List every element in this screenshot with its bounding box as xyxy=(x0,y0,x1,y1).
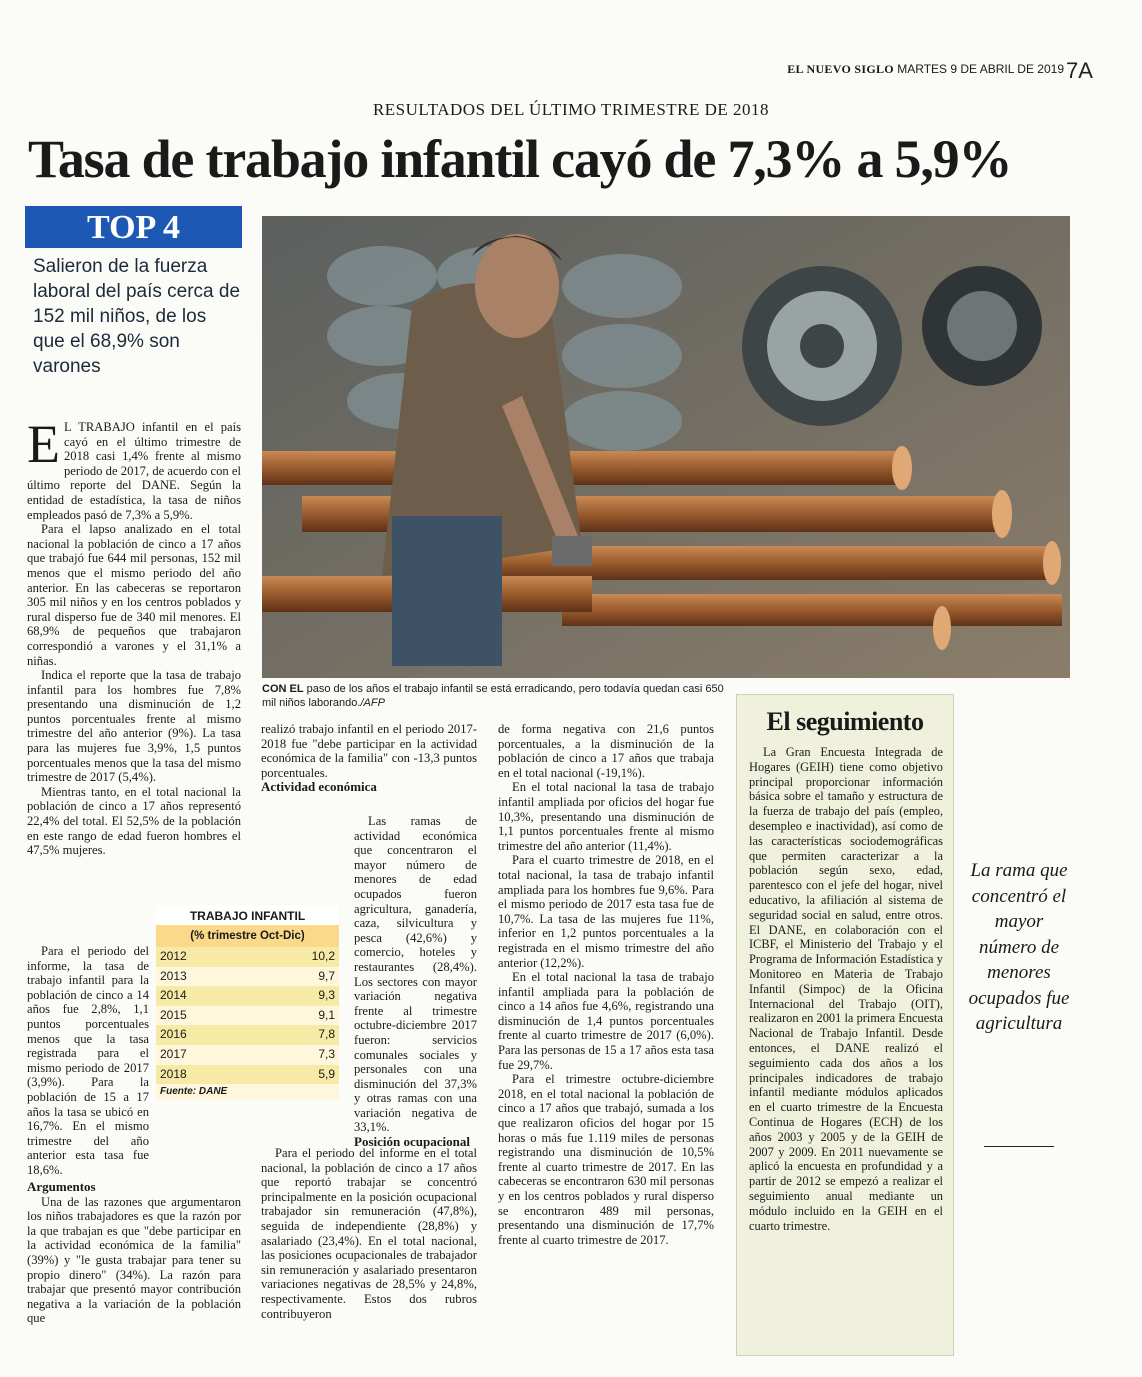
page-number: 7A xyxy=(1066,58,1093,83)
col3-paragraph-2: En el total nacional la tasa de trabajo infantil ampliada por oficios del hogar fue 10,3%, presentando una disminución de 1,1 puntos porcentuales frente al mismo trimestre del año anterior (11,4%). xyxy=(498,780,714,853)
col1-paragraph-1: L TRABAJO infantil en el país cayó en el último trimestre de 2018 casi 1,4% frente al mismo periodo de 2017, de acuerdo con el último reporte del DANE. Según la entidad de estadística, la tasa de niños empleados pasó de 7,3% a 5,9%. xyxy=(27,420,241,522)
article-column-1b xyxy=(27,944,149,1178)
table-row xyxy=(156,986,339,1006)
col3-paragraph-5: Para el trimestre octubre-diciembre 2018, en el total nacional la población de cinco a 17 años que trabajó, sumada a los que realizaron oficios del hogar por 15 horas o más fue 1.119 miles de personas registrando una disminución de 10,5% frente al cuarto trimestre de 2017. En las cabeceras se encontraron 630 mil personas y en los centros poblados y rural disperso se encontraron 489 mil personas, presentando una disminución de 17,7% frente al cuarto trimestre de 2017. xyxy=(498,1072,714,1247)
photo-credit: /AFP xyxy=(360,697,385,709)
sidebar-title: El seguimiento xyxy=(766,707,924,736)
pull-quote-rule xyxy=(984,1146,1054,1147)
col2-paragraph-2: Las ramas de actividad económica que concentraron el mayor número de menores de edad ocupados fueron agricultura, ganadería, caza, silvicultura y pesca (42,6%) y comercio, hoteles y restaurantes (28,4%). Los sectores con mayor variación negativa frente al trimestre octubre-diciembre 2017 fueron: servicios comunales sociales y personales con una disminución del 37,3% y otras ramas con una variación negativa de 33,1%. xyxy=(354,814,477,1135)
col1-paragraph-3: Indica el reporte que la tasa de trabajo infantil para los hombres fue 7,8% presentando una disminución de 1,2 puntos porcentuales frente al mismo trimestre del año anterior (9%). La tasa para las mujeres fue 3,9%, 1,5 puntos porcentuales menos que la tasa del mismo trimestre de 2017 (5,4%). xyxy=(27,668,241,785)
table-row xyxy=(156,1006,339,1026)
col2-paragraph-3: Para el periodo del informe en el total nacional, la población de cinco a 17 años que reportó trabajar se concentró principalmente en la posición ocupacional trabajador sin remuneración (47,8%), seguida de independiente (28,8%) y asalariado (23,4%). En el total nacional, las posiciones ocupacionales de trabajador sin remuneración y asalariado presentaron variaciones negativas de 28,5% y 24,8%, respectivamente. Estos dos rubros contribuyeron xyxy=(261,1146,477,1321)
row-year: 2012 xyxy=(160,949,187,963)
row-year: 2017 xyxy=(160,1046,187,1061)
table-subtitle: (% trimestre Oct-Dic) xyxy=(156,925,339,947)
row-year: 2013 xyxy=(160,968,187,983)
row-value: 5,9 xyxy=(318,1066,335,1081)
sidebar-box-seguimiento xyxy=(736,694,954,1356)
caption-text: paso de los años el trabajo infantil se está erradicando, pero todavía quedan casi 650 mil niños laborando. xyxy=(262,683,724,709)
table-source: Fuente: DANE xyxy=(156,1084,339,1100)
col1-paragraph-2: Para el lapso analizado en el total nacional la población de cinco a 17 años que trabajó fue 644 mil personas, 152 mil menos que el mismo periodo del año anterior. En las cabeceras se reportaron 305 mil niños y en los centros poblados y rural disperso fue de 340 mil menores. El 68,9% de pequeños que trabajaron correspondió a varones y el 31,1% a niñas. xyxy=(27,522,241,668)
data-table-trabajo-infantil xyxy=(156,905,339,1123)
table-row xyxy=(156,967,339,987)
subhead-argumentos: Argumentos xyxy=(27,1179,96,1194)
row-year: 2014 xyxy=(160,988,187,1003)
table-row xyxy=(156,947,339,967)
subhead-actividad-economica: Actividad económica xyxy=(261,779,377,795)
newspaper-name: EL NUEVO SIGLO xyxy=(787,62,894,76)
table-title: TRABAJO INFANTIL xyxy=(156,905,339,925)
col1-paragraph-5: Para el periodo del informe, la tasa de trabajo infantil para la población de cinco a 14 años fue 2,8%, 1,1 puntos porcentuales menos que la tasa registrada para el mismo periodo de 2017 (3,9%). Para la población de 15 a 17 años la tasa se ubicó en 16,7%. En el mismo trimestre del año anterior esta tasa fue 18,6%. xyxy=(27,944,149,1177)
row-year: 2018 xyxy=(160,1066,187,1081)
article-column-2a xyxy=(261,722,477,795)
photo-child-worker xyxy=(262,216,1070,678)
row-year: 2016 xyxy=(160,1027,187,1042)
table-row xyxy=(156,1045,339,1065)
photo-caption xyxy=(262,682,732,710)
col3-paragraph-3: Para el cuarto trimestre de 2018, en el total nacional, la tasa de trabajo infantil ampliada para los hombres fue 9,6%. Para el mismo periodo de 2017 esta tasa fue de 10,7%. La tasa de las mujeres fue 11%, inferior en 1,2 puntos porcentuales a la registrada en el mismo trimestre del año anterior (12,2%). xyxy=(498,853,714,970)
col3-paragraph-1: de forma negativa con 21,6 puntos porcentuales, a la disminución de la población de cinco a 17 años que trabaja en el total nacional (-19,1%). xyxy=(498,722,714,780)
row-year: 2015 xyxy=(160,1007,187,1022)
top4-badge: TOP 4 xyxy=(25,206,242,248)
kicker: RESULTADOS DEL ÚLTIMO TRIMESTRE DE 2018 xyxy=(372,100,770,119)
row-value: 9,1 xyxy=(318,1007,335,1022)
col3-paragraph-4: En el total nacional la tasa de trabajo infantil ampliada para la población de cinco a 14 años fue 4,6%, registrando una disminución de 1,4 puntos porcentuales frente al cuarto trimestre de 2017 (6,0%). Para las personas de 15 a 17 años esta tasa fue 29,7%. xyxy=(498,970,714,1072)
col1-paragraph-6: Una de las razones que argumentaron los niños trabajadores es que la razón por la que trabajan es que "debe participar en la actividad económica de la familia" (39%) y "le gusta trabajar para tener su propio dinero" (34%). La razón para trabajar que presentó mayor contribución negativa a la variación de la población que xyxy=(27,1194,241,1326)
article-column-3 xyxy=(498,722,714,1247)
article-column-1c xyxy=(27,1180,241,1326)
headline: Tasa de trabajo infantil cayó de 7,3% a 5,9% xyxy=(28,129,1012,189)
drop-cap: E xyxy=(27,414,60,474)
article-column-2b xyxy=(354,814,477,1150)
masthead xyxy=(787,62,1064,77)
issue-date: MARTES 9 DE ABRIL DE 2019 xyxy=(897,62,1064,76)
caption-lead: CON EL xyxy=(262,683,304,695)
sidebar-text xyxy=(737,745,953,1233)
photo-illustration xyxy=(262,216,1070,678)
col2-paragraph-1: realizó trabajo infantil en el periodo 2017-2018 fue "debe participar en la actividad económica de la familia" con -13,3 puntos porcentuales. xyxy=(261,722,477,780)
row-value: 7,3 xyxy=(318,1046,335,1061)
sidebar-paragraph: La Gran Encuesta Integrada de Hogares (GEIH) tiene como objetivo principal proporcionar información básica sobre el tamaño y estructura de la fuerza de trabajo del país (empleo, desempleo e inactividad), así como de las características sociodemográficas que permiten caracterizar a la población según sexo, edad, parentesco con el jefe del hogar, nivel educativo, la afiliación al sistema de seguridad social en salud, entre otros. El DANE, en colaboración con el ICBF, el Ministerio del Trabajo y el Programa de Información Estadística y Monitoreo en Materia de Trabajo Infantil (Simpoc) de la Oficina Internacional del Trabajo (OIT), realizaron en 2001 la primera Encuesta Nacional de Trabajo Infantil. Desde entonces, el DANE realizó el seguimiento cada dos años a los principales indicadores de trabajo infantil mediante módulos aplicados en el cuarto trimestre de la Encuesta Continua de Hogares (ECH) de los años 2003 y 2005 y de la GEIH de 2007 y 2009. En 2011 nuevamente se aplicó la encuesta en profundidad y a partir de 2012 se empezó a realizar el seguimiento anual mediante un módulo incluido en la GEIH en el cuarto trimestre. xyxy=(749,745,943,1233)
pull-quote: La rama que concentró el mayor número de menores ocupados fue agricultura xyxy=(968,860,1070,1034)
row-value: 9,3 xyxy=(318,988,335,1003)
article-column-2c xyxy=(261,1146,477,1321)
row-value: 7,8 xyxy=(318,1027,335,1042)
row-value: 9,7 xyxy=(318,968,335,983)
col1-paragraph-4: Mientras tanto, en el total nacional la población de cinco a 17 años representó 22,4% del total. El 52,5% de la población en este rango de edad fueron hombres el 47,5% mujeres. xyxy=(27,784,241,858)
table-row xyxy=(156,1025,339,1045)
subhead-posicion-ocupacional: Posición ocupacional xyxy=(354,1134,470,1150)
row-value: 10,2 xyxy=(311,949,335,963)
table-row xyxy=(156,1065,339,1085)
article-column-1a xyxy=(27,414,241,858)
top4-summary: Salieron de la fuerza laboral del país cerca de 152 mil niños, de los que el 68,9% son varones xyxy=(33,256,241,377)
